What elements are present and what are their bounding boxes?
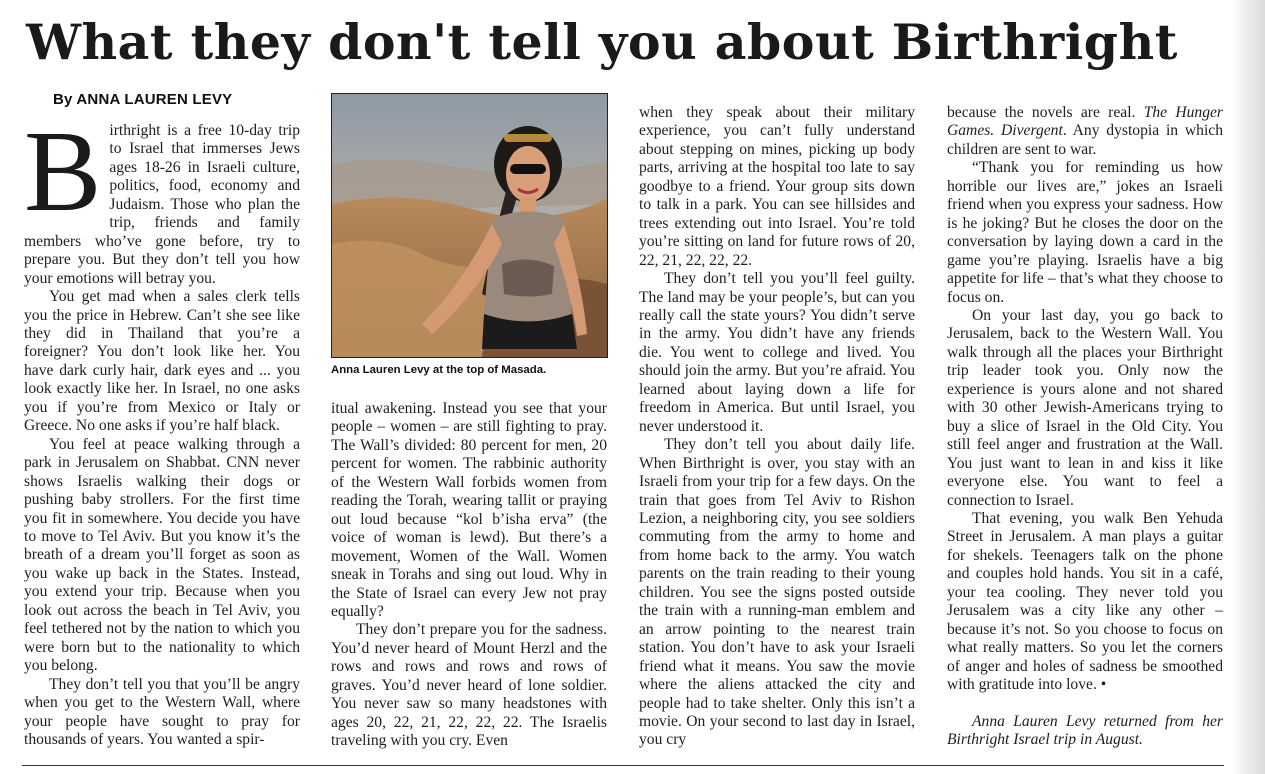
article-headline: What they don't tell you about Birthright: [26, 13, 1178, 71]
photo-caption: Anna Lauren Levy at the top of Masada.: [331, 364, 547, 376]
bottom-rule: [22, 765, 1224, 766]
paragraph-7: when they speak about their military experience, you can’t fully understand about stepping on mines, picking up body parts, arriving at the hospital too late to say goodbye to a friend. Your group sits down to talk in a park. You can see hillsides and trees extending out into Israel. You’re told you’re sitting on land for future rows of 20, 22, 21, 22, 22, 22.: [639, 104, 915, 269]
paragraph-12: On your last day, you go back to Jerusalem, back to the Western Wall. You walk through all the places your Birthright trip leader took you. Only now the experience is yours alone and not shared with 30 other Jewish-Americans trying to buy a slice of Israel in the Old City. You still feel anger and frustration at the Wall. You just want to lean in and kiss it like everyone else. You want to feel a connection to Israel.: [947, 306, 1223, 509]
article-column-2: [331, 400, 607, 751]
article-column-4: [947, 104, 1223, 749]
paragraph-10-text-a: because the novels are real.: [947, 104, 1144, 121]
paragraph-9: They don’t tell you about daily life. When Birthright is over, you stay with an Israeli from your trip for a few days. On the train that goes from Tel Aviv to Rishon Lezion, a neighboring city, you see soldiers commuting from the army to home and from home back to the army. You watch parents on the train reading to their young children. You see the signs posted outside the train with a running-man emblem and an arrow pointing to the nearest train station. You don’t have to ask your Israeli friend what it means. You saw the movie where the aliens attacked the city and people had to take shelter. Only this isn’t a movie. On your second to last day in Israel, you cry: [639, 436, 915, 749]
author-bio: Anna Lauren Levy returned from her Birthright Israel trip in August.: [947, 712, 1223, 748]
article-photo: [331, 93, 608, 358]
page-edge-shadow: [1232, 0, 1265, 774]
paragraph-6: They don’t prepare you for the sadness. You’d never heard of Mount Herzl and the rows and rows and rows and rows of graves. You’d never heard of lone soldier. You never saw so many headstones with ages 20, 22, 21, 22, 22, 22. The Israelis traveling with you cry. Even: [331, 621, 607, 750]
paragraph-4: They don’t tell you that you’ll be angry when you get to the Western Wall, where your people have sought to pray for thousands of years. You wanted a spir-: [24, 675, 300, 748]
paragraph-10: [947, 104, 1223, 159]
paragraph-1: [24, 108, 300, 288]
paragraph-11: “Thank you for reminding us how horrible our lives are,” jokes an Israeli friend when you express your sadness. How is he joking? But he closes the door on the conversation by laying down a card in the game you’re playing. Israelis have a big appetite for life – that’s what they choose to focus on.: [947, 159, 1223, 306]
masada-photo-illustration: [332, 94, 607, 357]
paragraph-13: That evening, you walk Ben Yehuda Street in Jerusalem. A man plays a guitar for shekels. Teenagers talk on the phone and couples hold hands. You sit in a café, your tea cooling. They never told you Jerusalem was a city like any other – because it’s not. So you choose to focus on what really matters. So you let the corners of anger and holes of sadness be smoothed with gratitude into love. •: [947, 509, 1223, 694]
paragraph-2: You get mad when a sales clerk tells you the price in Hebrew. Can’t she see like they did in Thailand that you’re a foreigner? You don’t look like her. You have dark curly hair, dark eyes and ... you look exactly like her. In Israel, no one asks you if you’re from Mexico or Italy or Greece. No one asks if you’re half black.: [24, 288, 300, 435]
article-byline: By ANNA LAUREN LEVY: [53, 91, 233, 108]
paragraph-10-text-c: . Any dystopia in which children are sent to war.: [947, 122, 1223, 158]
paragraph-8: They don’t tell you you’ll feel guilty. The land may be your people’s, but can you really call the state yours? You didn’t serve in the army. You didn’t have any friends die. You went to college and lived. You should join the army. But you’re afraid. You learned about laying down a life for freedom in America. But until Israel, you never understood it.: [639, 270, 915, 435]
paragraph-5: itual awakening. Instead you see that your people – women – are still fighting to pray. The Wall’s divided: 80 percent for men, 20 percent for women. The rabbinic authority of the Western Wall forbids women from reading the Torah, wearing tallit or praying out loud because “kol b’isha erva” (the voice of woman is lewd). But there’s a movement, Women of the Wall. Women sneak in Torahs and sing out loud. Why in the State of Israel can every Jew not pray equally?: [331, 400, 607, 620]
paragraph-3: You feel at peace walking through a park in Jerusalem on Shabbat. CNN never shows Israelis walking their dogs or pushing baby strollers. For the first time you fit in somewhere. You decide you have to move to Tel Aviv. But you know it’s the breath of a dream you’ll forget as soon as you wake up back in the States. Instead, you extend your trip. Because when you look out across the beach in Tel Aviv, you feel tethered not by the nation to which you were born but to the nationality to which you belong.: [24, 435, 300, 675]
article-column-3: [639, 104, 915, 750]
article-column-1: [24, 108, 300, 749]
book-titles: The Hunger Games. Divergent: [947, 104, 1223, 140]
drop-cap: B: [24, 108, 102, 236]
paragraph-1-text: irthright is a free 10-day trip to Israel that immerses Jews ages 18-26 in Israeli culture, politics, food, economy and Judaism. Those who plan the trip, friends and family members who’ve gone before, try to prepare you. But they don’t tell you how your emotions will betray you.: [24, 122, 300, 287]
